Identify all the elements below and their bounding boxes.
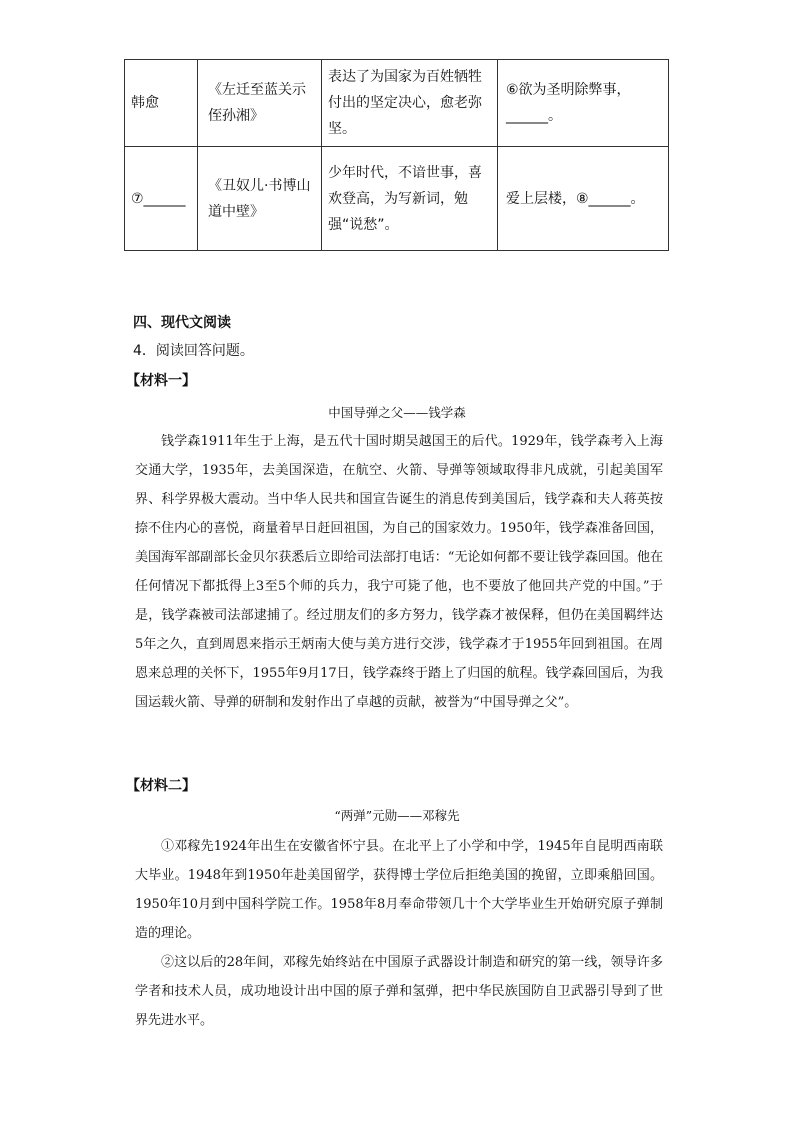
question-prompt: 4．阅读回答问题。 [133,343,254,359]
content-cell: 表达了为国家为百姓牺牲付出的坚定决心，愈老弥坚。 [322,60,498,147]
content-cell: 少年时代，不谙世事，喜欢登高，为写新词，勉强“说愁”。 [322,147,498,251]
quote-cell: ⑥欲为圣明除弊事，______。 [498,60,669,147]
table-row [125,60,669,147]
material-two-body [135,832,663,1035]
quote-cell: 爱上层楼，⑧______。 [498,147,669,251]
paragraph: ①邓稼先1924年出生在安徽省怀宁县。在北平上了小学和中学，1945年自昆明西南联大毕业。1948年到1950年赴美国留学，获得博士学位后拒绝美国的挽留，立即乘船回国。1950年10月到中国科学院工作。1958年8月奉命带领几十个大学毕业生开始研究原子弹制造的理论。 [135,839,663,941]
material-one-label: 【材料一】 [126,373,196,389]
poetry-table [124,59,669,251]
material-two-label: 【材料二】 [126,778,196,794]
material-one-title: 中国导弹之父——钱学森 [328,405,466,420]
poem-title-cell: 《左迁至蓝关示侄孙湘》 [198,60,322,147]
author-cell: 韩愈 [125,60,198,147]
material-one-body [135,427,663,717]
section-heading: 四、现代文阅读 [133,315,231,331]
author-cell: ⑦______ [125,147,198,251]
table-row [125,147,669,251]
paragraph: ②这以后的28年间，邓稼先始终站在中国原子武器设计制造和研究的第一线，领导许多学者和技术人员，成功地设计出中国的原子弹和氢弹，把中华民族国防自卫武器引导到了世界先进水平。 [135,955,663,1028]
material-two-title: “两弹”元勋——邓稼先 [334,808,460,823]
paragraph: 钱学森1911年生于上海，是五代十国时期吴越国王的后代。1929年，钱学森考入上海交通大学，1935年，去美国深造，在航空、火箭、导弹等领域取得非凡成就，引起美国军界、科学界极大震动。当中华人民共和国宣告诞生的消息传到美国后，钱学森和夫人蒋英按捺不住内心的喜悦，商量着早日赶回祖国，为自己的国家效力。1950年，钱学森准备回国，美国海军部副部长金贝尔获悉后立即给司法部打电话：“无论如何都不要让钱学森回国。他在任何情况下都抵得上3至5个师的兵力，我宁可毙了他，也不要放了他回共产党的中国。”于是，钱学森被司法部逮捕了。经过朋友们的多方努力，钱学森才被保释，但仍在美国羁绊达5年之久，直到周恩来指示王炳南大使与美方进行交涉，钱学森才于1955年回到祖国。在周恩来总理的关怀下，1955年9月17日，钱学森终于踏上了归国的航程。钱学森回国后，为我国运载火箭、导弹的研制和发射作出了卓越的贡献，被誉为“中国导弹之父”。 [135,434,663,710]
poem-title-cell: 《丑奴儿·书博山道中壁》 [198,147,322,251]
